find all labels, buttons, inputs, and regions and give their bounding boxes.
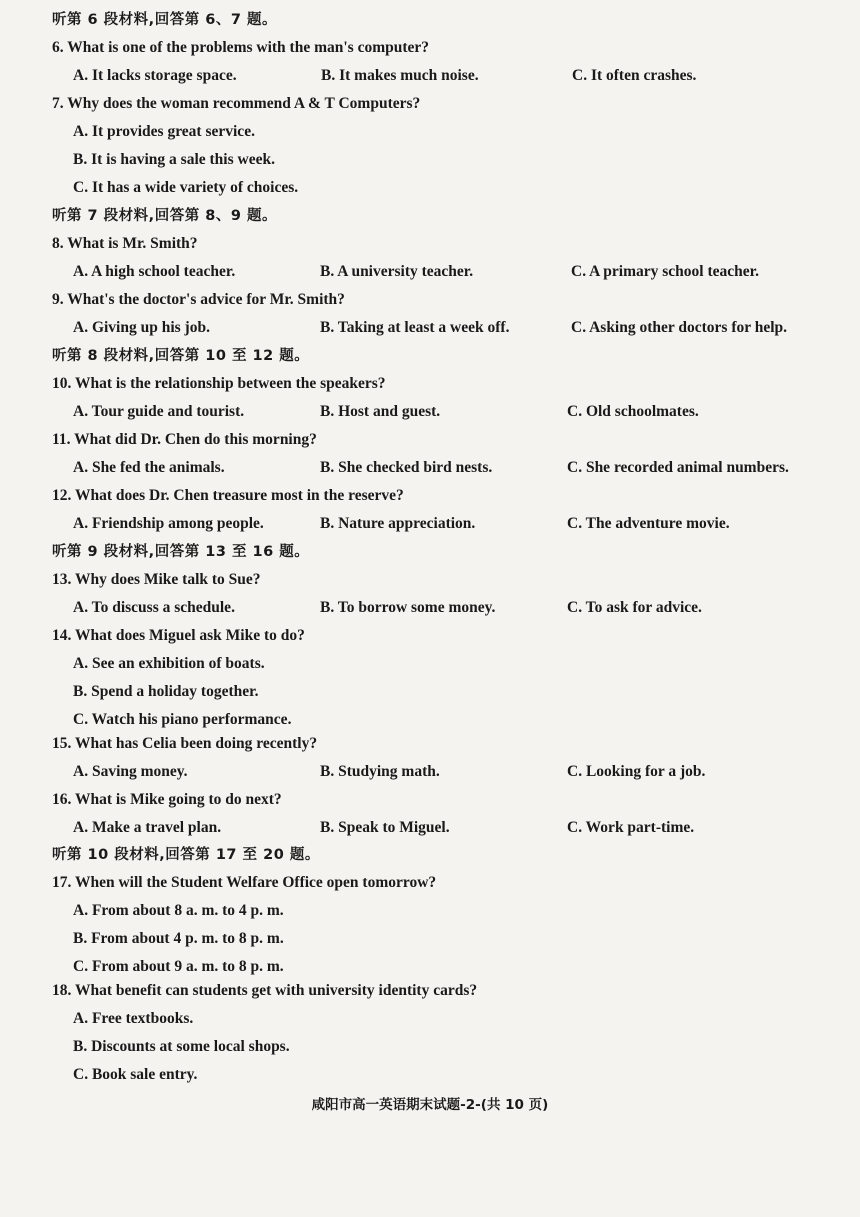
question-stem: 15. What has Celia been doing recently? [52, 735, 318, 752]
section-heading: 听第 8 段材料,回答第 10 至 12 题。 [52, 348, 310, 364]
answer-option: C. Book sale entry. [73, 1066, 198, 1083]
question-stem: 16. What is Mike going to do next? [52, 791, 282, 808]
question-stem: 14. What does Miguel ask Mike to do? [52, 627, 305, 644]
answer-option: B. From about 4 p. m. to 8 p. m. [73, 930, 284, 947]
section-heading: 听第 7 段材料,回答第 8、9 题。 [52, 208, 277, 224]
answer-option: A. It provides great service. [73, 123, 255, 140]
question-stem: 18. What benefit can students get with university identity cards? [52, 982, 478, 999]
answer-option: C. To ask for advice. [567, 599, 702, 616]
question-stem: 17. When will the Student Welfare Office open tomorrow? [52, 874, 437, 891]
page-footer: 咸阳市高一英语期末试题-2-(共 10 页) [311, 1097, 549, 1113]
question-stem: 11. What did Dr. Chen do this morning? [52, 431, 317, 448]
answer-option: C. It often crashes. [572, 67, 697, 84]
section-heading: 听第 9 段材料,回答第 13 至 16 题。 [52, 544, 310, 560]
answer-option: B. Studying math. [320, 763, 440, 780]
answer-option: C. Work part-time. [567, 819, 695, 836]
answer-option: B. She checked bird nests. [320, 459, 493, 476]
answer-option: A. To discuss a schedule. [73, 599, 235, 616]
answer-option: C. She recorded animal numbers. [567, 459, 789, 476]
answer-option: C. From about 9 a. m. to 8 p. m. [73, 958, 284, 975]
answer-option: B. Taking at least a week off. [320, 319, 510, 336]
section-heading: 听第 6 段材料,回答第 6、7 题。 [52, 12, 277, 28]
section-heading: 听第 10 段材料,回答第 17 至 20 题。 [52, 847, 320, 863]
answer-option: C. Old schoolmates. [567, 403, 699, 420]
answer-option: A. Friendship among people. [73, 515, 264, 532]
answer-option: B. Spend a holiday together. [73, 683, 259, 700]
question-stem: 12. What does Dr. Chen treasure most in the reserve? [52, 487, 404, 504]
answer-option: A. From about 8 a. m. to 4 p. m. [73, 902, 284, 919]
question-stem: 13. Why does Mike talk to Sue? [52, 571, 261, 588]
question-stem: 6. What is one of the problems with the man's computer? [52, 39, 430, 56]
question-stem: 10. What is the relationship between the speakers? [52, 375, 386, 392]
answer-option: C. The adventure movie. [567, 515, 730, 532]
answer-option: A. See an exhibition of boats. [73, 655, 265, 672]
answer-option: A. It lacks storage space. [73, 67, 237, 84]
answer-option: A. Free textbooks. [73, 1010, 194, 1027]
answer-option: B. Host and guest. [320, 403, 441, 420]
answer-option: B. To borrow some money. [320, 599, 496, 616]
answer-option: A. Giving up his job. [73, 319, 210, 336]
question-stem: 9. What's the doctor's advice for Mr. Smith? [52, 291, 345, 308]
answer-option: B. It is having a sale this week. [73, 151, 275, 168]
answer-option: B. It makes much noise. [321, 67, 479, 84]
answer-option: C. Looking for a job. [567, 763, 706, 780]
answer-option: A. A high school teacher. [73, 263, 236, 280]
answer-option: C. Watch his piano performance. [73, 711, 292, 728]
question-stem: 8. What is Mr. Smith? [52, 235, 198, 252]
answer-option: C. A primary school teacher. [571, 263, 759, 280]
answer-option: C. Asking other doctors for help. [571, 319, 788, 336]
answer-option: B. Discounts at some local shops. [73, 1038, 290, 1055]
answer-option: C. It has a wide variety of choices. [73, 179, 299, 196]
answer-option: B. Nature appreciation. [320, 515, 476, 532]
answer-option: B. Speak to Miguel. [320, 819, 450, 836]
answer-option: A. Make a travel plan. [73, 819, 222, 836]
question-stem: 7. Why does the woman recommend A & T Computers? [52, 95, 421, 112]
answer-option: A. Tour guide and tourist. [73, 403, 245, 420]
answer-option: A. She fed the animals. [73, 459, 225, 476]
answer-option: A. Saving money. [73, 763, 188, 780]
answer-option: B. A university teacher. [320, 263, 474, 280]
